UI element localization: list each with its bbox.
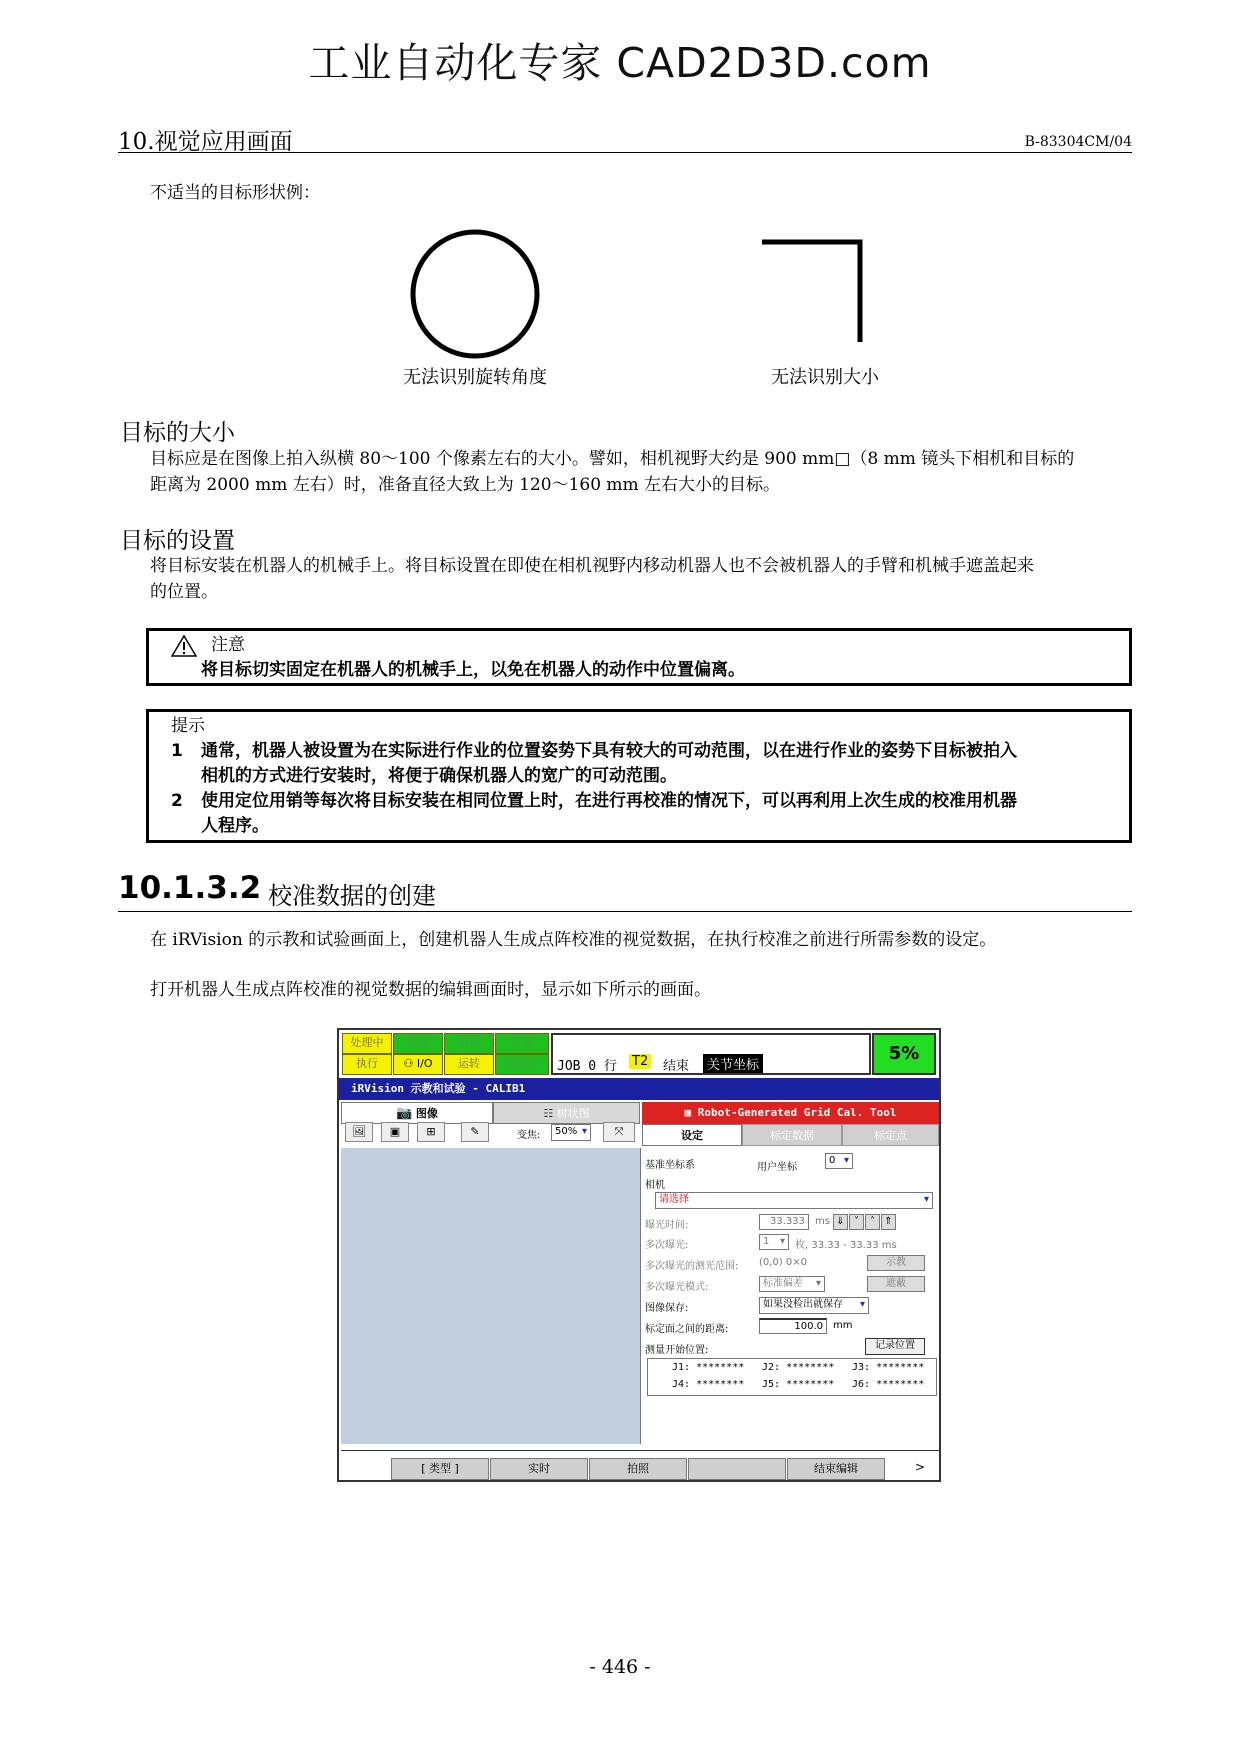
chevron-down-icon: ▾: [843, 1155, 849, 1166]
joint-j4: J4: ********: [672, 1379, 745, 1390]
base-frame-label: 基准坐标系: [645, 1160, 695, 1171]
camera-select[interactable]: [655, 1192, 933, 1209]
image-save-select[interactable]: [759, 1297, 869, 1314]
fkey-live[interactable]: 实时: [490, 1458, 588, 1480]
watermark: 工业自动化专家 CAD2D3D.com: [308, 39, 932, 87]
tab-tree[interactable]: [493, 1102, 640, 1124]
function-key-rule: [341, 1450, 939, 1451]
size-paragraph: [150, 446, 1140, 498]
multi-exposure-note: 枚, 33.33 - 33.33 ms: [795, 1240, 897, 1251]
left-figure-caption: 无法识别旋转角度: [403, 367, 547, 388]
status-single-step: 单段: [393, 1033, 443, 1054]
multi-exposure-area-value: (0,0) 0×0: [759, 1257, 807, 1268]
start-position-label: 测量开始位置:: [645, 1345, 709, 1356]
override-percent: 5%: [872, 1033, 936, 1075]
tab-tree-label: 树状图: [556, 1107, 590, 1120]
multi-exposure-mode-select[interactable]: [759, 1276, 825, 1292]
open-image-icon[interactable]: 🖼: [345, 1122, 373, 1142]
zoom-select[interactable]: [551, 1124, 591, 1141]
coord-label: 关节坐标: [703, 1054, 763, 1073]
tool-name: Robot-Generated Grid Cal. Tool: [697, 1106, 897, 1119]
subtab-calib-points[interactable]: 标定点: [842, 1124, 939, 1146]
tip-1-line-1: 通常，机器人被设置为在实际进行作业的位置姿势下具有较大的可动范围，以在进行作业的姿势下目标被拍入: [201, 741, 1017, 761]
tips-title: 提示: [171, 716, 205, 736]
section-title: 校准数据的创建: [268, 882, 436, 910]
subtab-calib-data[interactable]: 标定数据: [742, 1124, 842, 1146]
chevron-down-icon[interactable]: ˅: [849, 1214, 864, 1230]
tip-2-line-2: 人程序。: [201, 816, 269, 836]
right-figure-caption: 无法识别大小: [771, 367, 879, 388]
end-label: 结束: [663, 1059, 690, 1074]
plane-distance-input[interactable]: 100.0: [759, 1318, 827, 1334]
image-save-value: 如果没检出就保存: [763, 1299, 843, 1310]
t2-badge: T2: [629, 1054, 651, 1069]
status-run: 执行: [342, 1054, 392, 1075]
tip-1-number: 1: [171, 741, 183, 761]
user-frame-value: 0: [829, 1155, 836, 1166]
chevron-down-icon: ▾: [923, 1194, 929, 1205]
status-io-label: I/O: [416, 1057, 433, 1070]
size-line-2: 距离为 2000 mm 左右）时，准备直径大致上为 120～160 mm 左右大小的目标。: [150, 475, 781, 495]
next-page-icon[interactable]: >: [915, 1460, 926, 1474]
teach-button[interactable]: 示教: [867, 1255, 925, 1271]
chevron-down-icon: ▾: [779, 1236, 785, 1247]
setup-line-1: 将目标安装在机器人的机械手上。将目标设置在即使在相机视野内移动机器人也不会被机器人的手臂和机械手遮盖起来: [150, 556, 1034, 576]
status-processing: 处理中: [342, 1033, 392, 1054]
exposure-unit: ms: [815, 1216, 830, 1227]
multi-exposure-mode-label: 多次曝光模式:: [645, 1282, 709, 1293]
tip-1-line-2: 相机的方式进行安装时，将便于确保机器人的宽广的可动范围。: [201, 766, 677, 786]
grid-icon[interactable]: ⊞: [417, 1122, 445, 1142]
fkey-snap[interactable]: 拍照: [589, 1458, 687, 1480]
grid-tool-icon: ▦: [684, 1106, 692, 1119]
camera-value: 请选择: [659, 1194, 689, 1205]
section-number: 10.1.3.2: [118, 870, 262, 906]
joint-position-box: [647, 1358, 937, 1396]
tool-title-bar: [642, 1102, 939, 1124]
fit-view-icon[interactable]: ⤧: [603, 1122, 635, 1142]
mask-button[interactable]: 遮蔽: [867, 1276, 925, 1292]
tip-2-line-1: 使用定位用销等每次将目标安装在相同位置上时，在进行再校准的情况下，可以再利用上次生成的校准用机器: [201, 791, 1017, 811]
multi-exposure-value: 1: [763, 1236, 770, 1247]
plane-distance-unit: mm: [833, 1320, 853, 1331]
chevron-down-icon: ▾: [815, 1278, 821, 1289]
double-chevron-up-icon[interactable]: ⇑: [881, 1214, 896, 1230]
chevron-down-icon: ▾: [859, 1299, 865, 1310]
caution-title: 注意: [211, 635, 245, 655]
tab-image-label: 图像: [415, 1107, 438, 1120]
joint-j3: J3: ********: [852, 1362, 925, 1373]
status-hold: 暂停: [444, 1033, 494, 1054]
caution-text: 将目标切实固定在机器人的机械手上，以免在机器人的动作中位置偏离。: [201, 660, 745, 680]
chevron-up-icon[interactable]: ˄: [865, 1214, 880, 1230]
header-rule: [118, 152, 1132, 153]
double-chevron-down-icon[interactable]: ⇓: [833, 1214, 848, 1230]
circle-figure: [400, 222, 550, 362]
pen-icon[interactable]: ✎: [461, 1122, 489, 1142]
corner-figure: [752, 236, 872, 346]
setup-paragraph: [150, 553, 1140, 605]
zoom-label: 变焦:: [517, 1130, 541, 1141]
multi-exposure-mode-value: 标准偏差: [763, 1278, 803, 1289]
status-line: [551, 1033, 871, 1075]
user-frame-select[interactable]: [825, 1153, 853, 1169]
status-io: [393, 1054, 443, 1075]
multi-exposure-area-label: 多次曝光的测光范围:: [645, 1261, 739, 1272]
job-line: JOB 0 行: [557, 1059, 617, 1074]
setup-line-2: 的位置。: [150, 582, 218, 602]
section-paragraph-2: 打开机器人生成点阵校准的视觉数据的编辑画面时，显示如下所示的画面。: [150, 980, 711, 1000]
irvision-screenshot: [337, 1028, 941, 1482]
multi-exposure-select[interactable]: [759, 1234, 789, 1250]
status-fault: 异常: [495, 1033, 549, 1054]
exposure-label: 曝光时间:: [645, 1220, 689, 1231]
joint-j6: J6: ********: [852, 1379, 925, 1390]
plane-distance-label: 标定面之间的距离:: [645, 1324, 729, 1335]
fkey-blank[interactable]: [688, 1458, 786, 1480]
image-display-area[interactable]: [341, 1148, 641, 1444]
chapter-title: 10.视觉应用画面: [118, 129, 293, 155]
intro-label: 不适当的目标形状例：: [150, 183, 320, 203]
tips-box: [146, 709, 1132, 843]
section-paragraph-1: 在 iRVision 的示教和试验画面上，创建机器人生成点阵校准的视觉数据，在执行校准之前进行所需参数的设定。: [150, 930, 997, 950]
chevron-down-icon: ▾: [581, 1126, 587, 1137]
camera-icon: 📷: [396, 1106, 413, 1121]
size-heading: 目标的大小: [120, 420, 235, 446]
exposure-input[interactable]: 33.333: [759, 1214, 809, 1230]
save-image-icon[interactable]: ▣: [381, 1122, 409, 1142]
status-prod: 运转: [444, 1054, 494, 1075]
fkey-end-edit[interactable]: 结束编辑: [787, 1458, 885, 1480]
caution-box: [146, 628, 1132, 686]
tab-image[interactable]: [341, 1102, 493, 1124]
image-save-label: 图像保存:: [645, 1303, 689, 1314]
window-title: iRVision 示教和试验 - CALIB1: [339, 1078, 939, 1100]
multi-exposure-label: 多次曝光:: [645, 1240, 689, 1251]
zoom-value: 50%: [555, 1126, 578, 1137]
user-frame-label: 用户坐标: [757, 1162, 797, 1173]
joint-j2: J2: ********: [762, 1362, 835, 1373]
camera-label: 相机: [645, 1180, 665, 1191]
io-person-icon: ⚇: [403, 1057, 414, 1070]
subtab-setup[interactable]: 设定: [642, 1124, 742, 1146]
setup-heading: 目标的设置: [120, 528, 235, 554]
document-code: B-83304CM/04: [1024, 134, 1132, 150]
tip-2-number: 2: [171, 791, 183, 811]
page-number: - 446 -: [589, 1656, 651, 1678]
joint-j1: J1: ********: [672, 1362, 745, 1373]
section-rule: [118, 911, 1132, 912]
record-position-button[interactable]: 记录位置: [865, 1338, 925, 1355]
warning-triangle-icon: [171, 634, 197, 658]
fkey-type[interactable]: [ 类型 ]: [391, 1458, 489, 1480]
tree-icon: ☷: [543, 1107, 554, 1120]
size-line-1: 目标应是在图像上拍入纵横 80～100 个像素左右的大小。譬如，相机视野大约是 900 mm□（8 mm 镜头下相机和目标的: [150, 449, 1075, 469]
joint-j5: J5: ********: [762, 1379, 835, 1390]
status-test-cycle: 试运行: [495, 1054, 549, 1075]
